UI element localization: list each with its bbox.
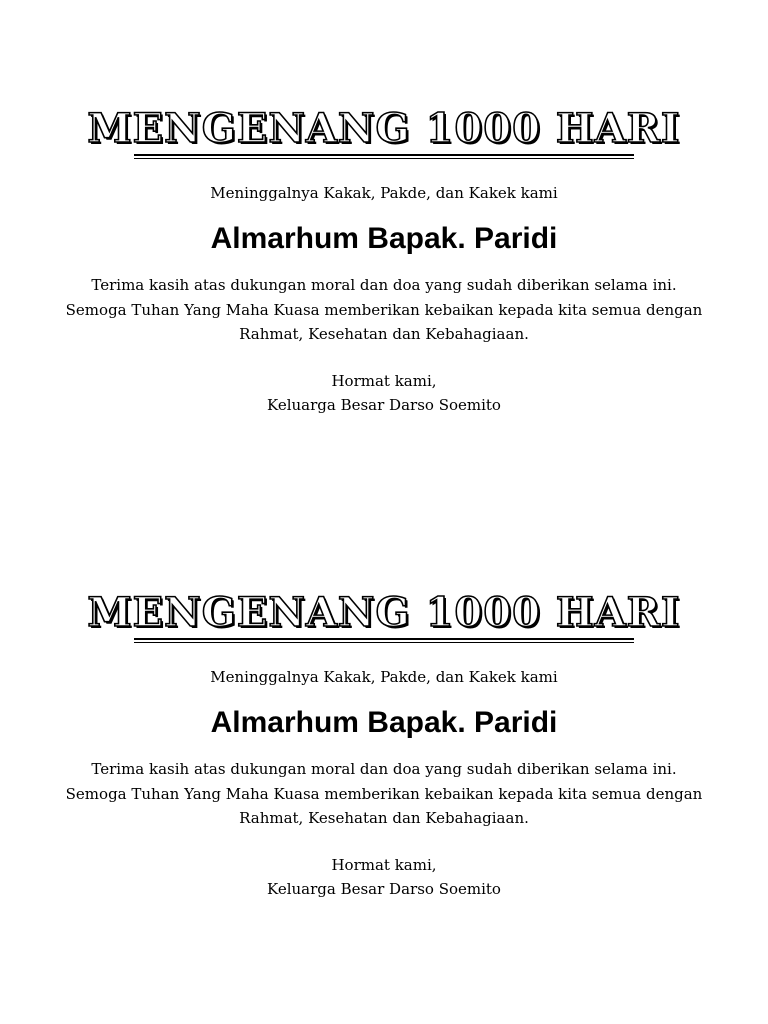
signature: Keluarga Besar Darso Soemito [267, 395, 501, 414]
message-line: Rahmat, Kesehatan dan Kebahagiaan. [239, 809, 529, 827]
title-underline [134, 154, 634, 159]
closing-block [0, 369, 768, 417]
message-line: Semoga Tuhan Yang Maha Kuasa memberikan kebaikan kepada kita semua dengan [65, 784, 703, 803]
card-title: MENGENANG 1000 HARI [87, 105, 681, 152]
memorial-card-2 [0, 590, 768, 901]
title-block [85, 106, 682, 152]
message-paragraph [0, 273, 768, 347]
message-paragraph [0, 757, 768, 831]
closing-greeting: Hormat kami, [331, 371, 437, 390]
message-line: Rahmat, Kesehatan dan Kebahagiaan. [239, 325, 529, 343]
closing-block [0, 853, 768, 901]
closing-greeting: Hormat kami, [331, 855, 437, 874]
title-block [85, 590, 682, 636]
memorial-card-1 [0, 106, 768, 417]
message-line: Terima kasih atas dukungan moral dan doa yang sudah diberikan selama ini. [91, 760, 677, 778]
title-underline [134, 638, 634, 643]
card-subtitle: Meninggalnya Kakak, Pakde, dan Kakek kami [210, 668, 558, 686]
signature: Keluarga Besar Darso Soemito [267, 879, 501, 898]
deceased-name: Almarhum Bapak. Paridi [210, 222, 558, 255]
message-line: Semoga Tuhan Yang Maha Kuasa memberikan kebaikan kepada kita semua dengan [65, 300, 703, 319]
deceased-name: Almarhum Bapak. Paridi [210, 706, 558, 739]
card-subtitle: Meninggalnya Kakak, Pakde, dan Kakek kami [210, 184, 558, 202]
message-line: Terima kasih atas dukungan moral dan doa yang sudah diberikan selama ini. [91, 276, 677, 294]
card-title: MENGENANG 1000 HARI [87, 589, 681, 636]
